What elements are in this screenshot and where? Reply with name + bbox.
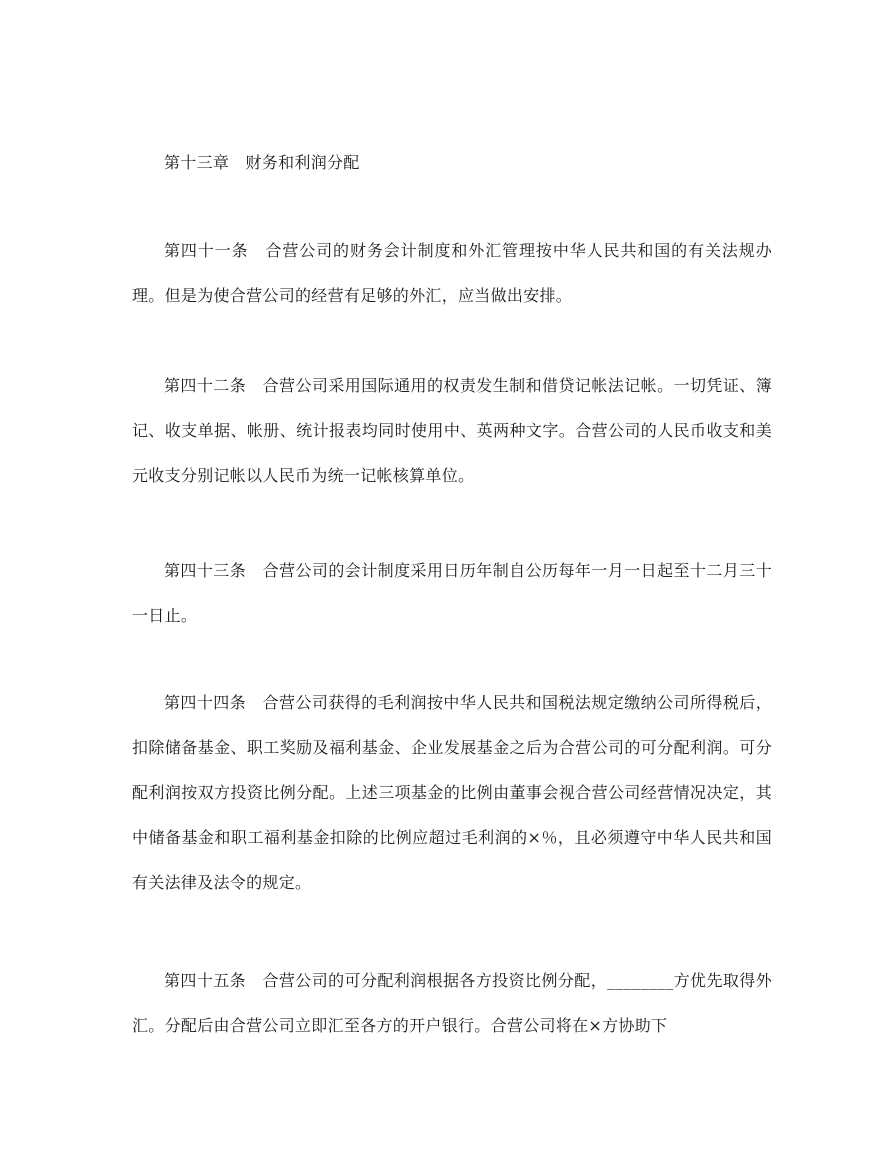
- article-45: [132, 958, 772, 1048]
- chapter-title: 第十三章 财务和利润分配: [164, 153, 360, 172]
- article-text: 第四十一条 合营公司的财务会计制度和外汇管理按中华人民共和国的有关法规办理。但是为使合营公司的经营有足够的外汇，应当做出安排。: [132, 241, 772, 305]
- chapter-heading: [132, 140, 772, 185]
- article-text: 第四十四条 合营公司获得的毛利润按中华人民共和国税法规定缴纳公司所得税后，扣除储备基金、职工奖励及福利基金、企业发展基金之后为合营公司的可分配利润。可分配利润按双方投资比例分配。上述三项基金的比例由董事会视合营公司经营情况决定，其中储备基金和职工福利基金扣除的比例应超过毛利润的×％，且必须遵守中华人民共和国有关法律及法令的规定。: [132, 693, 772, 892]
- article-44: [132, 680, 772, 905]
- article-42: [132, 363, 772, 498]
- article-43: [132, 548, 772, 638]
- article-text: 第四十五条 合营公司的可分配利润根据各方投资比例分配，________方优先取得外汇。分配后由合营公司立即汇至各方的开户银行。合营公司将在×方协助下: [132, 971, 772, 1035]
- article-text: 第四十三条 合营公司的会计制度采用日历年制自公历每年一月一日起至十二月三十一日止。: [132, 561, 772, 625]
- article-text: 第四十二条 合营公司采用国际通用的权责发生制和借贷记帐法记帐。一切凭证、簿记、收支单据、帐册、统计报表均同时使用中、英两种文字。合营公司的人民币收支和美元收支分别记帐以人民币为统一记帐核算单位。: [132, 376, 772, 485]
- article-41: [132, 228, 772, 318]
